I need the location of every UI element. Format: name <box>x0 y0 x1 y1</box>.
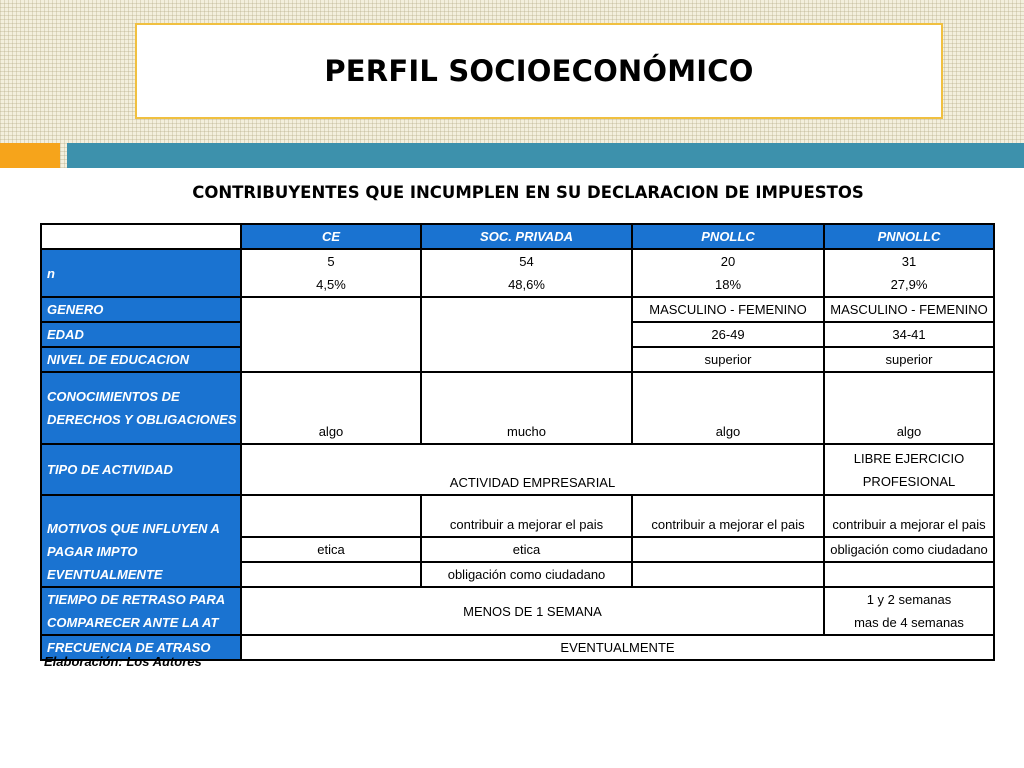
cell-motivos-2-pnollc <box>632 537 824 562</box>
cell-n-ce-count: 5 <box>327 254 335 269</box>
cell-n-soc-count: 54 <box>519 254 534 269</box>
cell-retraso-pnnollc <box>824 587 994 635</box>
cell-n-pnnollc-count: 31 <box>901 254 917 269</box>
header-corner-cell <box>41 224 241 249</box>
cell-n-pnnollc-percent: 27,9% <box>890 277 928 292</box>
row-label-tiempo-retraso-line1: TIEMPO DE RETRASO PARA <box>47 592 226 607</box>
cell-retraso-merged: MENOS DE 1 SEMANA <box>241 587 824 635</box>
cell-frecuencia-merged: EVENTUALMENTE <box>241 635 994 660</box>
cell-actividad-pnnollc <box>824 444 994 495</box>
cell-n-pnollc-percent: 18% <box>714 277 742 292</box>
cell-n-soc <box>421 249 632 297</box>
row-label-motivos-line2: PAGAR IMPTO <box>47 544 138 559</box>
cell-nivel-pnollc: superior <box>632 347 824 372</box>
cell-nivel-pnnollc: superior <box>824 347 994 372</box>
row-label-frecuencia: FRECUENCIA DE ATRASO <box>41 635 241 660</box>
cell-motivos-1-soc: contribuir a mejorar el pais <box>421 495 632 537</box>
profile-table-wrapper <box>40 223 993 661</box>
source-note: Elaboración: Los Autores <box>44 654 202 669</box>
row-label-tiempo-retraso <box>41 587 241 635</box>
cell-genero-pnnollc: MASCULINO - FEMENINO <box>824 297 994 322</box>
title-box <box>135 23 943 119</box>
row-label-conocimientos-line2: DERECHOS Y OBLIGACIONES <box>47 412 237 427</box>
cell-retraso-pnnollc-line2: mas de 4 semanas <box>854 615 964 630</box>
cell-genero-pnollc: MASCULINO - FEMENINO <box>632 297 824 322</box>
table-header-row <box>41 224 994 249</box>
cell-conocimientos-pnnollc: algo <box>824 372 994 444</box>
cell-conocimientos-pnollc: algo <box>632 372 824 444</box>
page-title: PERFIL SOCIOECONÓMICO <box>324 54 754 88</box>
cell-edad-pnnollc: 34-41 <box>824 322 994 347</box>
column-header-ce: CE <box>241 224 421 249</box>
table-row-tiempo-retraso <box>41 587 994 635</box>
cell-motivos-2-pnnollc: obligación como ciudadano <box>824 537 994 562</box>
cell-motivos-1-pnnollc: contribuir a mejorar el pais <box>824 495 994 537</box>
cell-motivos-1-pnollc: contribuir a mejorar el pais <box>632 495 824 537</box>
cell-motivos-3-soc: obligación como ciudadano <box>421 562 632 587</box>
cell-motivos-2-ce: etica <box>241 537 421 562</box>
table-subtitle: CONTRIBUYENTES QUE INCUMPLEN EN SU DECLARACION DE IMPUESTOS <box>192 183 864 202</box>
profile-table <box>40 223 995 661</box>
cell-motivos-3-ce <box>241 562 421 587</box>
row-label-genero: GENERO <box>41 297 241 322</box>
cell-n-pnollc <box>632 249 824 297</box>
cell-motivos-3-pnollc <box>632 562 824 587</box>
cell-n-ce-percent: 4,5% <box>316 277 346 292</box>
cell-actividad-pnnollc-line1: LIBRE EJERCICIO <box>853 450 965 466</box>
table-row-motivos-1 <box>41 495 994 537</box>
cell-soc-demographics-empty <box>421 297 632 372</box>
cell-actividad-empresarial: ACTIVIDAD EMPRESARIAL <box>241 444 824 495</box>
accent-bar-orange <box>0 143 60 168</box>
row-label-motivos-line3: EVENTUALMENTE <box>47 567 163 582</box>
cell-motivos-2-soc: etica <box>421 537 632 562</box>
row-label-tiempo-retraso-line2: COMPARECER ANTE LA AT <box>47 615 219 630</box>
table-row-tipo-actividad <box>41 444 994 495</box>
cell-n-pnnollc <box>824 249 994 297</box>
column-header-soc-privada: SOC. PRIVADA <box>421 224 632 249</box>
cell-ce-demographics-empty <box>241 297 421 372</box>
cell-actividad-pnnollc-line2: PROFESIONAL <box>862 473 956 489</box>
cell-n-pnollc-count: 20 <box>720 254 736 269</box>
row-label-motivos <box>41 495 241 587</box>
cell-n-ce <box>241 249 421 297</box>
column-header-pnnollc: PNNOLLC <box>824 224 994 249</box>
row-label-conocimientos-line1: CONOCIMIENTOS DE <box>47 389 180 404</box>
row-label-motivos-line1: MOTIVOS QUE INFLUYEN A <box>47 521 220 536</box>
cell-motivos-1-ce <box>241 495 421 537</box>
row-label-conocimientos <box>41 372 241 444</box>
row-label-tipo-actividad: TIPO DE ACTIVIDAD <box>41 444 241 495</box>
cell-motivos-3-pnnollc <box>824 562 994 587</box>
cell-retraso-pnnollc-line1: 1 y 2 semanas <box>866 592 952 607</box>
cell-n-soc-percent: 48,6% <box>508 277 545 292</box>
row-label-edad: EDAD <box>41 322 241 347</box>
accent-bar-teal <box>67 143 1024 168</box>
row-label-n: n <box>41 249 241 297</box>
cell-edad-pnollc: 26-49 <box>632 322 824 347</box>
table-row-n <box>41 249 994 297</box>
table-row-genero <box>41 297 994 322</box>
row-label-nivel-educacion: NIVEL DE EDUCACION <box>41 347 241 372</box>
table-row-conocimientos <box>41 372 994 444</box>
column-header-pnollc: PNOLLC <box>632 224 824 249</box>
cell-conocimientos-soc: mucho <box>421 372 632 444</box>
cell-conocimientos-ce: algo <box>241 372 421 444</box>
